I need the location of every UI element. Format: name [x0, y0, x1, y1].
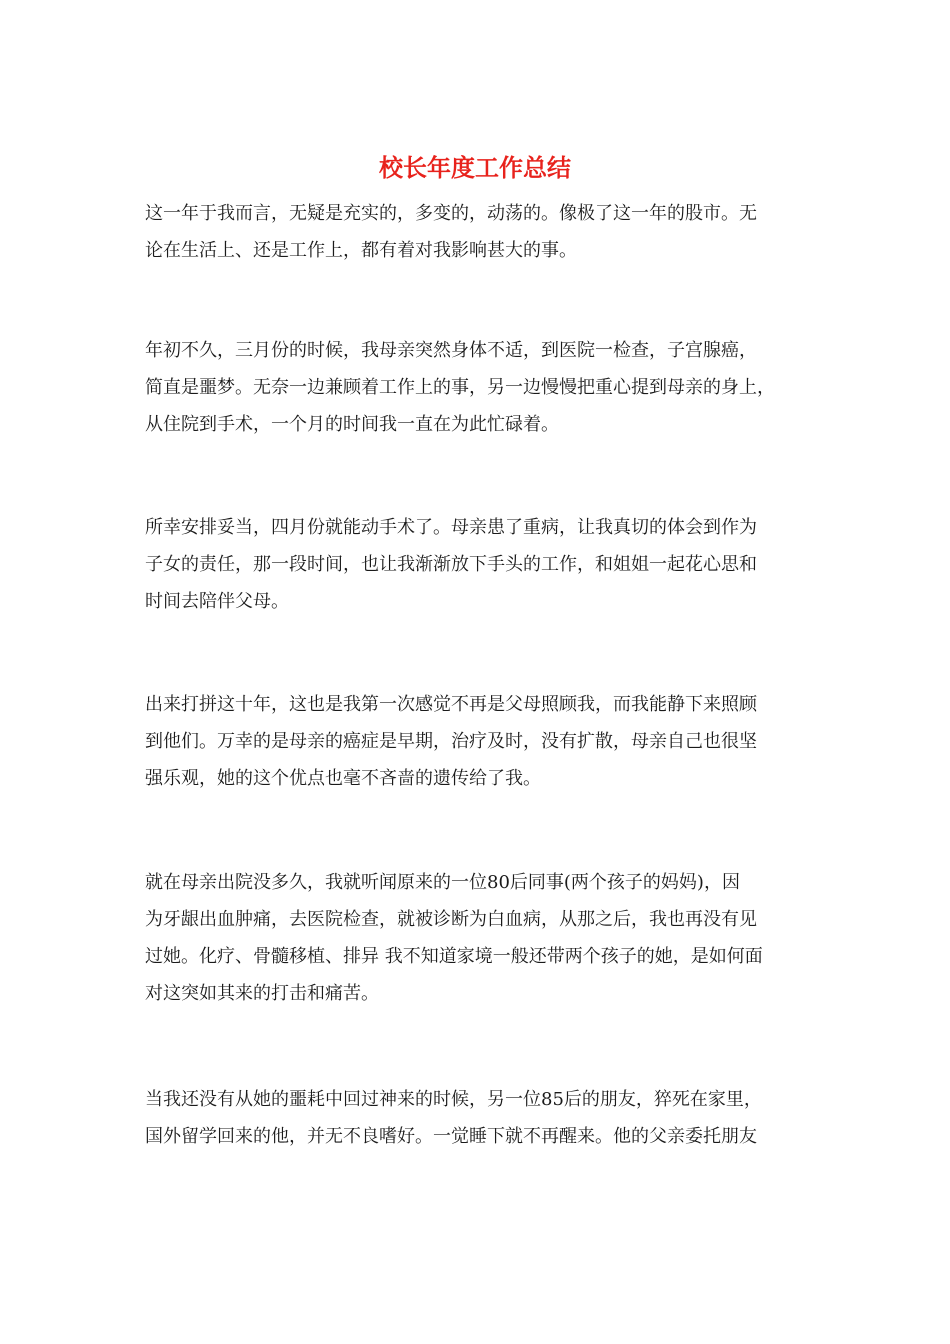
paragraph-4: [145, 686, 811, 797]
paragraph-line: 国外留学回来的他，并无不良嗜好。一觉睡下就不再醒来。他的父亲委托朋友: [145, 1126, 757, 1147]
paragraph-6: [145, 1081, 811, 1155]
paragraph-line: 到他们。万幸的是母亲的癌症是早期，治疗及时，没有扩散，母亲自己也很坚: [145, 731, 757, 752]
paragraph-line: 强乐观，她的这个优点也毫不吝啬的遗传给了我。: [145, 768, 541, 789]
paragraph-3: [145, 509, 811, 620]
paragraph-line: 为牙龈出血肿痛，去医院检查，就被诊断为白血病，从那之后，我也再没有见: [145, 909, 757, 930]
paragraph-5: [145, 864, 811, 1012]
paragraph-line: 就在母亲出院没多久，我就听闻原来的一位80后同事(两个孩子的妈妈)，因: [145, 872, 740, 893]
paragraph-line: 简直是噩梦。无奈一边兼顾着工作上的事，另一边慢慢把重心提到母亲的身上，: [145, 377, 775, 398]
paragraph-line: 从住院到手术，一个月的时间我一直在为此忙碌着。: [145, 414, 559, 435]
paragraph-line: 时间去陪伴父母。: [145, 591, 289, 612]
paragraph-line: 出来打拼这十年，这也是我第一次感觉不再是父母照顾我，而我能静下来照顾: [145, 694, 757, 715]
paragraph-line: 过她。化疗、骨髓移植、排异 我不知道家境一般还带两个孩子的她，是如何面: [145, 946, 763, 967]
paragraph-line: 年初不久，三月份的时候，我母亲突然身体不适，到医院一检查，子宫腺癌，: [145, 340, 757, 361]
paragraph-line: 这一年于我而言，无疑是充实的，多变的，动荡的。像极了这一年的股市。无: [145, 203, 757, 224]
paragraph-2: [145, 332, 811, 443]
paragraph-line: 论在生活上、还是工作上，都有着对我影响甚大的事。: [145, 240, 577, 261]
paragraph-line: 子女的责任，那一段时间，也让我渐渐放下手头的工作，和姐姐一起花心思和: [145, 554, 757, 575]
paragraph-line: 所幸安排妥当，四月份就能动手术了。母亲患了重病，让我真切的体会到作为: [145, 517, 757, 538]
paragraph-line: 对这突如其来的打击和痛苦。: [145, 983, 379, 1004]
paragraph-1: [145, 195, 811, 269]
document-title: 校长年度工作总结: [379, 153, 571, 182]
paragraph-line: 当我还没有从她的噩耗中回过神来的时候，另一位85后的朋友，猝死在家里，: [145, 1089, 762, 1110]
